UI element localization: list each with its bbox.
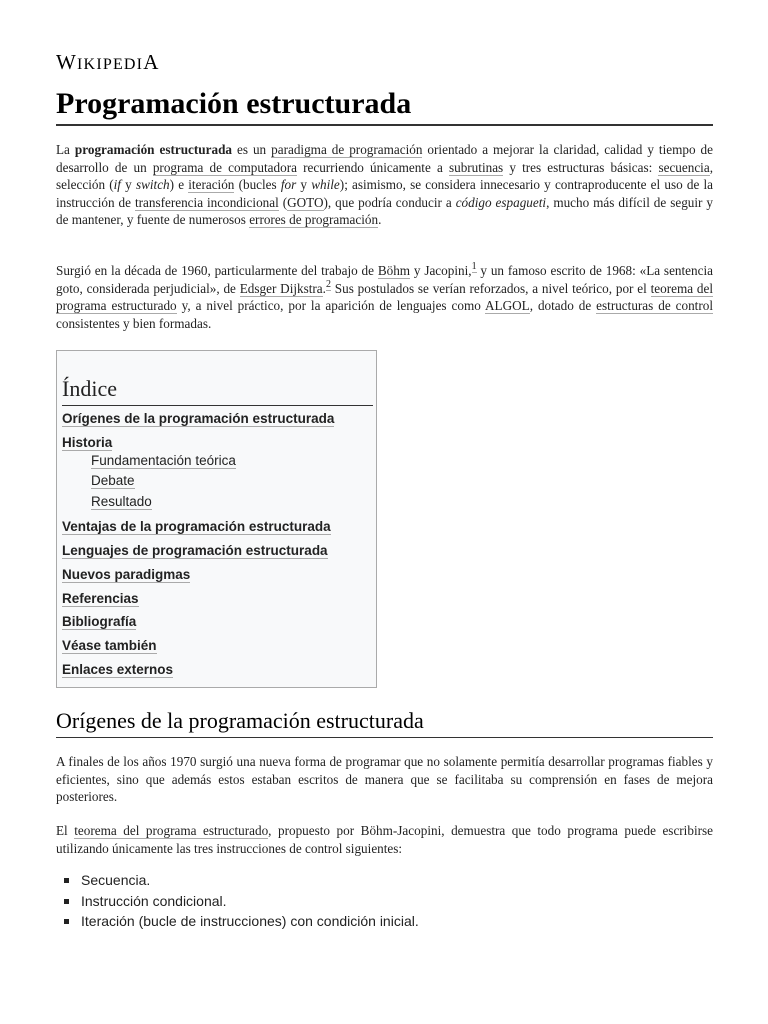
link-subrutinas[interactable]: subrutinas xyxy=(448,159,504,175)
link-programa[interactable]: programa de computadora xyxy=(152,159,297,175)
logo-letters: IKIPEDI xyxy=(77,56,144,73)
intro-paragraph: La programación estructurada es un paradigma de programación orientado a mejorar la claridad, calidad y tiempo de desarrollo de un programa de computadora recurriendo únicamente a subrutinas y tres estructuras básicas: secuencia, selección (if y switch) e iteración (bucles for y while); asimismo, se considera innecesario y contraproducente el uso de la instrucción de transferencia incondicional (GOTO), que podría conducir a código espagueti, mucho más difícil de seguir y de mantener, y fuente de numerosos errores de programación. xyxy=(56,142,714,228)
toc-item[interactable]: Enlaces externos xyxy=(62,662,174,677)
table-of-contents xyxy=(56,350,377,688)
toc-item[interactable]: Lenguajes de programación estructurada xyxy=(62,543,328,558)
section-paragraph: A finales de los años 1970 surgió una nueva forma de programar que no solamente permitía desarrollar programas fiables y eficientes, sino que además estos estaban escritos de manera que se facilitaba su comprensión en fases de mejora posteriores. xyxy=(56,754,713,805)
toc-item[interactable]: Referencias xyxy=(62,591,139,606)
link-goto[interactable]: GOTO xyxy=(287,194,324,210)
toc-item[interactable]: Nuevos paradigmas xyxy=(62,567,191,582)
toc-item[interactable]: Historia xyxy=(62,435,113,450)
list-item: Iteración (bucle de instrucciones) con condición inicial. xyxy=(64,911,419,932)
control-structures-list xyxy=(64,870,419,932)
list-item: Secuencia. xyxy=(64,870,419,891)
link-teorema[interactable]: teorema del programa estructurado xyxy=(56,280,713,314)
toc-item[interactable]: Orígenes de la programación estructurada xyxy=(62,411,335,426)
bold-term: programación estructurada xyxy=(74,142,233,157)
link-errores[interactable]: errores de programación xyxy=(249,212,379,228)
toc-heading: Índice xyxy=(62,375,373,406)
link-paradigma[interactable]: paradigma de programación xyxy=(271,142,423,157)
logo-letter: W xyxy=(56,50,78,74)
link-bohm[interactable]: Böhm xyxy=(377,263,411,278)
history-paragraph: Surgió en la década de 1960, particularmente del trabajo de Böhm y Jacopini,$^1$ y un famoso escrito de 1968: «La sentencia goto, considerada perjudicial», de Edsger Dijkstra.$^2$ Sus postulados se verían reforzados, a nivel teórico, por el teorema del programa estructurado y, a nivel práctico, por la aparición de lenguajes como ALGOL, dotado de estructuras de control consistentes y bien formadas. xyxy=(56,261,713,331)
footnote-1[interactable]: 1 xyxy=(471,261,477,272)
link-teorema[interactable]: teorema del programa estructurado xyxy=(74,823,269,838)
link-secuencia[interactable]: secuencia xyxy=(658,159,710,175)
link-dijkstra[interactable]: Edsger Dijkstra xyxy=(239,280,323,296)
toc-item[interactable]: Bibliografía xyxy=(62,614,137,629)
link-transferencia[interactable]: transferencia incondicional xyxy=(134,194,279,210)
toc-subitem[interactable]: Debate xyxy=(91,473,135,488)
link-iteracion[interactable]: iteración xyxy=(188,177,235,193)
footnote-2[interactable]: 2 xyxy=(325,278,331,290)
page-title: Programación estructurada xyxy=(56,86,713,126)
logo-letter: A xyxy=(143,50,160,74)
section-paragraph: El teorema del programa estructurado, propuesto por Böhm-Jacopini, demuestra que todo programa puede escribirse utilizando únicamente las tres instrucciones de control siguientes: xyxy=(56,823,713,856)
bullet-icon xyxy=(64,878,69,883)
list-item: Instrucción condicional. xyxy=(64,891,419,912)
toc-subitem[interactable]: Resultado xyxy=(91,494,152,509)
link-algol[interactable]: ALGOL xyxy=(485,298,530,314)
section-heading: Orígenes de la programación estructurada xyxy=(56,707,713,738)
bullet-icon xyxy=(64,899,69,904)
bullet-icon xyxy=(64,919,69,924)
toc-item[interactable]: Ventajas de la programación estructurada xyxy=(62,519,331,534)
wikipedia-logo[interactable] xyxy=(56,50,160,75)
toc-item[interactable]: Véase también xyxy=(62,638,157,653)
link-estructuras-control[interactable]: estructuras de control xyxy=(596,298,713,314)
toc-subitem[interactable]: Fundamentación teórica xyxy=(91,453,236,468)
